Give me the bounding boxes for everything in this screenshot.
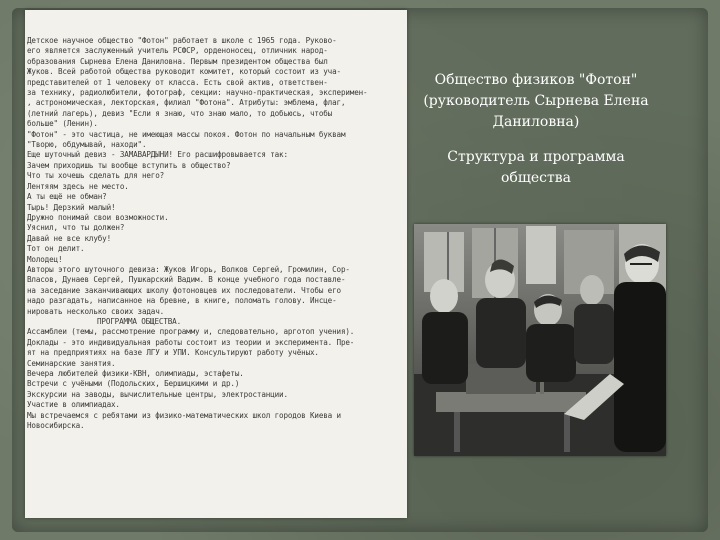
document-line: представителей от 1 человеку от класса. Есть свой актив, ответствен- [27,77,328,87]
document-line: Власов, Дунаев Сергей, Пушкарский Вадим. В конце учебного года поставле- [27,275,346,285]
document-line: Участие в олимпиадах. [27,400,120,410]
typed-document [25,10,407,518]
document-line: Авторы этого шуточного девиза: Жуков Игорь, Волков Сергей, Громилин, Сор- [27,264,350,274]
document-line: Встречи с учёными (Подольских, Бершицкими и др.) [27,379,240,389]
document-line: его является заслуженный учитель РСФСР, орденоносец, отличник народ- [27,46,328,56]
document-line: больше" (Ленин). [27,119,98,129]
document-line: Семинарские занятия. [27,358,116,368]
document-line: Ассамблеи (темы, рассмотрение программу и, следовательно, арготоп учения). [27,327,355,337]
document-line: образования Сырнева Елена Даниловна. Первым президентом общества был [27,56,328,66]
document-line: на заседание заканчивающих школу фотоновцев их последователи. Чтобы его [27,285,341,295]
document-line: ПРОГРАММА ОБЩЕСТВА. [97,316,182,326]
document-line: Молодец! [27,254,63,264]
document-line: Дружно понимай свои возможности. [27,212,169,222]
document-line: Детское научное общество "Фотон" работает в школе с 1965 года. Руково- [27,36,337,45]
document-line: Новосибирска. [27,421,85,431]
document-line: Вечера любителей физики-КВН, олимпиады, эстафеты. [27,369,244,378]
document-line: А ты ещё не обман? [27,192,107,202]
caption-title: Общество физиков "Фотон" (руководитель Сырнева Елена Даниловна) [423,72,649,130]
document-line: надо разгадать, написанное на бревне, в книге, поломать голову. Инсце- [27,296,337,306]
document-line: Экскурсии на заводы, вычислительные центры, электростанции. [27,389,288,399]
document-line: "Фотон" - это частица, не имеющая массы покоя. Фотон по начальным буквам [27,129,346,139]
document-line: "Творю, обдумывай, находи". [27,140,147,150]
document-line: , астрономическая, лекторская, филиал "Фотона". Атрибуты: эмблема, флаг, [27,98,346,108]
document-line: Жуков. Всей работой общества руководит комитет, который состоит из уча- [27,67,341,77]
document-text [27,36,405,512]
document-line: ят на предприятиях на базе ЛГУ и УПИ. Консультируют работу учёных. [27,348,319,358]
document-line: Тырь! Дерзкий малый! [27,202,116,212]
document-line: Тот он делит. [27,244,85,254]
photo-illustration [414,224,666,456]
caption-subtitle: Структура и программа общества [447,149,625,186]
caption-gap [420,133,652,147]
archive-photo [414,224,666,456]
document-line: Что ты хочешь сделать для него? [27,171,165,181]
document-line: Уяснил, что ты должен? [27,223,125,233]
document-line: Доклады - это индивидуальная работы состоит из теории и эксперимента. Пре- [27,337,355,347]
document-line: (летний лагерь), девиз "Если я знаю, что знаю мало, то добьюсь, чтобы [27,108,333,118]
document-line: Лентяям здесь не место. [27,181,129,191]
slide-caption [420,70,652,189]
document-line: Давай не все клубу! [27,233,112,243]
document-line: Мы встречаемся с ребятами из физико-математических школ городов Киева и [27,410,341,420]
document-line: Зачем приходишь ты вообще вступить в общество? [27,160,231,170]
document-line: за технику, радиолюбители, фотограф, секции: научно-практическая, эксперимен- [27,88,368,98]
document-line: Еще шуточный девиз - ЗАМАВАРДЫНИ! Его расшифровывается так: [27,150,288,160]
document-line: нировать несколько своих задач. [27,306,165,316]
